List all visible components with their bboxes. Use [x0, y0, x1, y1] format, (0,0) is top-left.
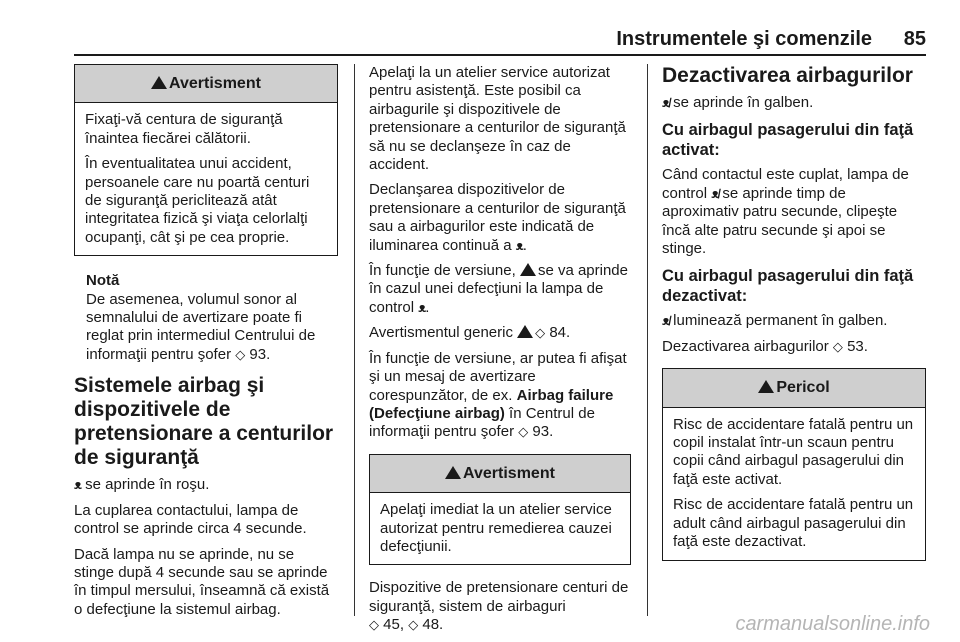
warning-box: [369, 454, 631, 566]
warning-triangle-icon: [758, 380, 774, 393]
airbag-icon: ᴥ: [515, 237, 523, 253]
airbag-off-icon: ᴥ̸: [711, 185, 719, 201]
column-divider: [354, 64, 355, 616]
column-divider: [647, 64, 648, 616]
danger-text: Risc de accidentare fatală pentru un copil instalat într-un scaun pentru copii când airbagul pasagerului din faţă este activat.: [673, 415, 914, 488]
section-heading: Dezactivarea airbagurilor: [662, 64, 913, 87]
danger-text: Risc de accidentare fatală pentru un adult când airbagul pasagerului din faţă este dezactivat.: [673, 496, 914, 551]
note: [74, 272, 338, 364]
danger-box: [662, 368, 926, 560]
paragraph: Dezactivarea airbagurilor ◇ 53.: [662, 337, 868, 355]
paragraph: Declanşarea dispozitivelor de pretensionare a centurilor de siguranţă sau a airbagurilor este indicată de iluminarea continuă a ᴥ.: [369, 181, 626, 254]
warning-text: În eventualitatea unui accident, persoanele care nu poartă centuri de siguranţă periclitează atât integritatea fizică şi viaţa celorlalţi ocupanţi, cât şi pe cea proprie.: [85, 155, 310, 246]
paragraph: ᴥ̸ luminează permanent în galben.: [662, 312, 888, 330]
airbag-off-icon: ᴥ̸: [662, 95, 669, 110]
paragraph: În funcţie de versiune, ar putea fi afişat şi un mesaj de avertizare corespunzător, de ex. Airbag failure (Defecţiune airbag) în Centrul de informaţii pentru şofer ◇ 93.: [369, 349, 627, 441]
warning-box-title: Avertisment: [370, 455, 630, 493]
section-heading: Sistemele airbag şi dispozitivele de pretensionare a centurilor de siguranţă: [74, 374, 334, 470]
watermark: carmanualsonline.info: [735, 613, 930, 635]
column-3: [662, 64, 926, 573]
paragraph: ᴥ se aprinde în roşu.: [74, 476, 210, 494]
warning-triangle-icon: [517, 325, 533, 338]
paragraph: Apelaţi la un atelier service autorizat pentru asistenţă. Este posibil ca airbagurile şi dispozitivele de pretensionare a centurilor de siguranţă să nu se declanşeze în caz de accident.: [369, 64, 626, 174]
note-text: De asemenea, volumul sonor al semnalului de avertizare poate fi reglat prin intermediul Centrului de informaţii pentru şofer ◇ 93.: [86, 290, 316, 363]
page-header: [0, 0, 960, 52]
column-1: [74, 64, 338, 626]
warning-triangle-icon: [520, 263, 536, 276]
note-title: Notă: [86, 272, 120, 290]
warning-text: Apelaţi imediat la un atelier service autorizat pentru remedierea cauzei defecţiunii.: [380, 501, 612, 555]
paragraph: În funcţie de versiune, se va aprinde în cazul unei defecţiuni la lampa de control ᴥ.: [369, 262, 628, 316]
warning-text: Fixaţi-vă centura de siguranţă înaintea fiecărei călătorii.: [85, 111, 283, 147]
paragraph: Când contactul este cuplat, lampa de control ᴥ̸ se aprinde timp de aproximativ patru secunde, clipeşte încă alte patru secunde şi apoi se stinge.: [662, 166, 909, 258]
subheading: Cu airbagul pasagerului din faţă activat:: [662, 121, 914, 160]
page-number: 85: [903, 28, 926, 50]
page-ref-icon: ◇: [518, 424, 529, 440]
header-rule: [74, 54, 926, 56]
airbag-icon: ᴥ: [74, 477, 81, 493]
paragraph: Dispozitive de pretensionare centuri de siguranţă, sistem de airbaguri ◇ 45, ◇ 48.: [369, 579, 629, 634]
paragraph: Dacă lampa nu se aprinde, nu se stinge după 4 secunde sau se aprinde în timpul mersului, înseamnă că există o defecţiune la sistemul airbag.: [74, 545, 330, 618]
page-ref-icon: ◇: [535, 325, 546, 341]
warning-box: [74, 64, 338, 256]
page-ref-icon: ◇: [408, 617, 419, 633]
page-ref-icon: ◇: [235, 346, 246, 362]
subheading: Cu airbagul pasagerului din faţă dezactivat:: [662, 267, 914, 306]
airbag-icon: ᴥ: [418, 299, 426, 315]
warning-box-title: Avertisment: [75, 65, 337, 103]
warning-triangle-icon: [445, 466, 461, 479]
danger-box-title: Pericol: [663, 369, 925, 407]
paragraph: ᴥ̸ se aprinde în galben.: [662, 94, 814, 111]
warning-triangle-icon: [151, 76, 167, 89]
airbag-off-icon: ᴥ̸: [662, 313, 669, 329]
page-ref-icon: ◇: [369, 617, 379, 633]
header-title: Instrumentele şi comenzile: [616, 28, 872, 50]
column-2: [369, 64, 631, 642]
paragraph: Avertismentul generic ◇ 84.: [369, 324, 571, 342]
paragraph: La cuplarea contactului, lampa de control se aprinde circa 4 secunde.: [74, 501, 307, 538]
page-ref-icon: ◇: [832, 338, 843, 354]
